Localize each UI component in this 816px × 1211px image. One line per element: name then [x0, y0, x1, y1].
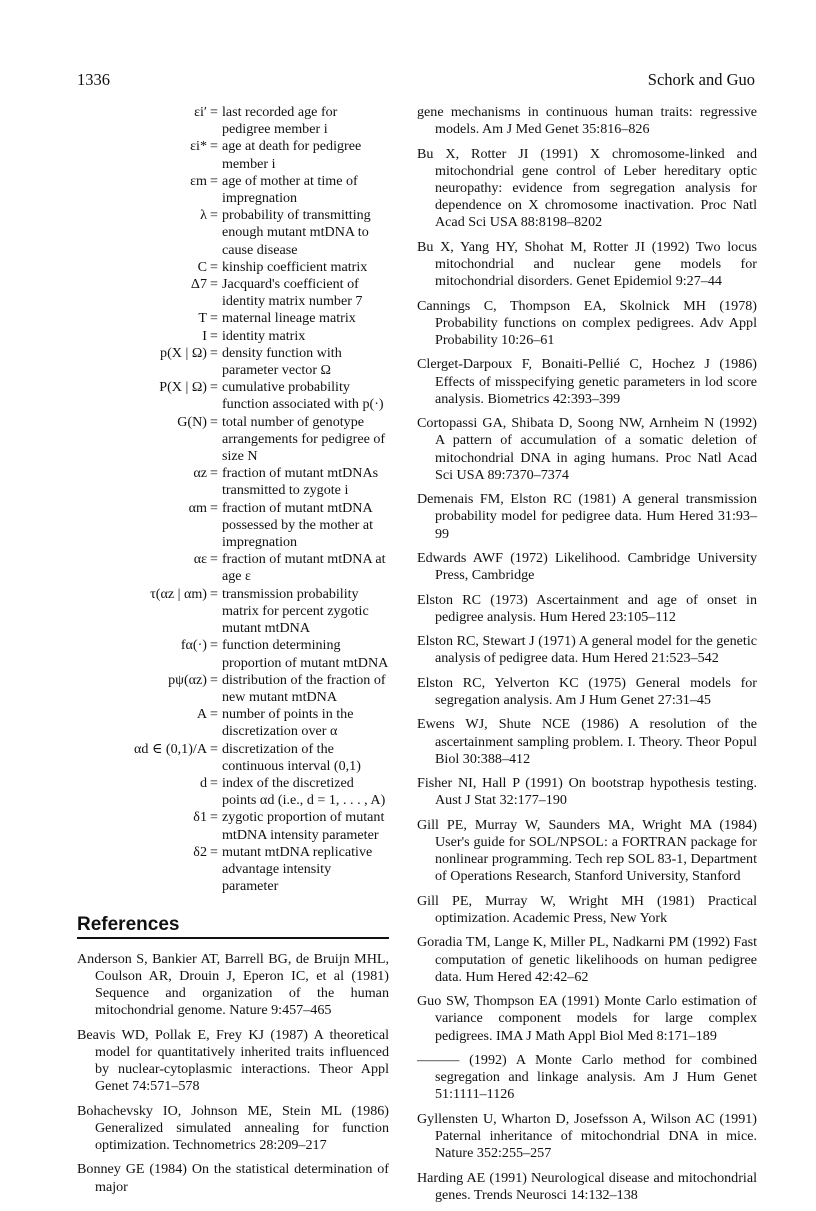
symbol-list: [77, 104, 389, 895]
symbol-row: [77, 104, 389, 138]
symbol-term: δ2: [193, 843, 207, 860]
symbol-row: [77, 328, 389, 345]
symbol-row: [77, 173, 389, 207]
reference-entry: Gill PE, Murray W, Wright MH (1981) Practical optimization. Academic Press, New York: [417, 892, 757, 926]
equals-sign: =: [210, 465, 218, 482]
symbol-definition: function determining proportion of mutant mtDNA: [221, 637, 389, 671]
equals-sign: =: [210, 344, 218, 361]
equals-sign: =: [210, 310, 218, 327]
symbol-row: [77, 138, 389, 172]
symbol-term: A: [196, 706, 207, 723]
symbol-term: Δ7: [190, 276, 207, 293]
reference-entry: Demenais FM, Elston RC (1981) A general transmission probability model for pedigree data. Hum Hered 31:93–99: [417, 491, 757, 542]
symbol-definition: identity matrix: [221, 327, 306, 344]
symbol-row: [77, 706, 389, 740]
symbol-row: [77, 741, 389, 775]
symbol-term: d: [199, 774, 207, 791]
symbol-term: εi′: [194, 104, 207, 120]
symbol-term: P(X | Ω): [159, 379, 207, 396]
symbol-definition: mutant mtDNA replicative advantage intensity parameter: [221, 843, 373, 895]
symbol-term: αm: [188, 499, 207, 516]
equals-sign: =: [210, 809, 218, 826]
symbol-row: [77, 345, 389, 379]
equals-sign: =: [210, 172, 218, 189]
symbol-definition: fraction of mutant mtDNA possessed by the mother at impregnation: [221, 499, 374, 551]
symbol-definition: transmission probability matrix for percent zygotic mutant mtDNA: [221, 585, 369, 637]
left-column: [77, 104, 389, 1203]
reference-entry: Goradia TM, Lange K, Miller PL, Nadkarni PM (1992) Fast computation of genetic likelihoods on human pedigree data. Hum Hered 42:42–62: [417, 934, 757, 985]
symbol-row: [77, 207, 389, 259]
reference-entry: Gill PE, Murray W, Saunders MA, Wright MA (1984) User's guide for SOL/NPSOL: a FORTRAN package for nonlinear programming. Tech rep SOL 83-1, Department of Operations Research, Stanford University, Stanford: [417, 816, 757, 885]
equals-sign: =: [210, 104, 218, 120]
equals-sign: =: [210, 671, 218, 688]
symbol-row: [77, 672, 389, 706]
equals-sign: =: [210, 207, 218, 224]
references-heading: References: [77, 914, 180, 936]
symbol-term: αd ∈ (0,1)/A: [133, 740, 207, 757]
symbol-definition: distribution of the fraction of new mutant mtDNA: [221, 671, 386, 705]
symbol-term: εi*: [190, 138, 207, 155]
symbol-definition: fraction of mutant mtDNAs transmitted to zygote i: [221, 465, 379, 499]
symbol-row: [77, 379, 389, 413]
reference-entry: Fisher NI, Hall P (1991) On bootstrap hypothesis testing. Aust J Stat 32:177–190: [417, 775, 757, 809]
symbol-term: δ1: [193, 809, 207, 826]
page-number: 1336: [77, 70, 110, 89]
symbol-row: [77, 637, 389, 671]
reference-entry: Elston RC, Yelverton KC (1975) General models for segregation analysis. Am J Hum Genet 27:31–45: [417, 674, 757, 708]
symbol-definition: discretization of the continuous interval (0,1): [221, 740, 361, 774]
equals-sign: =: [210, 276, 218, 293]
equals-sign: =: [210, 413, 218, 430]
running-title: Schork and Guo: [647, 70, 755, 89]
symbol-term: λ: [200, 207, 207, 224]
reference-entry: Harding AE (1991) Neurological disease and mitochondrial genes. Trends Neurosci 14:132–138: [417, 1169, 757, 1203]
symbol-definition: number of points in the discretization over α: [221, 706, 354, 740]
symbol-definition: last recorded age for pedigree member i: [221, 104, 338, 138]
equals-sign: =: [210, 551, 218, 568]
equals-sign: =: [210, 258, 218, 275]
symbol-definition: index of the discretized points αd (i.e., d = 1, . . . , A): [221, 774, 386, 809]
equals-sign: =: [210, 774, 218, 791]
reference-entry: Bu X, Rotter JI (1991) X chromosome-linked and mitochondrial gene control of Leber hereditary optic neuropathy: evidence from segregation analysis for dependence on X chromosome inactivation. Proc Natl Acad Sci USA 88:8198–8202: [417, 145, 757, 231]
reference-entry: gene mechanisms in continuous human traits: regressive models. Am J Med Genet 35:816–826: [417, 104, 757, 138]
symbol-term: G(N): [177, 413, 207, 430]
symbol-definition: probability of transmitting enough mutant mtDNA to cause disease: [221, 207, 371, 258]
reference-entry: Bonney GE (1984) On the statistical determination of major: [77, 1161, 389, 1195]
reference-entry: Bohachevsky IO, Johnson ME, Stein ML (1986) Generalized simulated annealing for function optimization. Technometrics 28:209–217: [77, 1102, 389, 1153]
reference-entry: Beavis WD, Pollak E, Frey KJ (1987) A theoretical model for quantitatively inherited traits influenced by nuclear-cytoplasmic interactions. Theor Appl Genet 74:571–578: [77, 1026, 389, 1095]
symbol-definition: density function with parameter vector Ω: [221, 344, 342, 379]
symbol-row: [77, 310, 389, 327]
symbol-term: αz: [193, 465, 207, 482]
symbol-term: τ(αz | αm): [150, 585, 207, 602]
symbol-definition: total number of genotype arrangements for pedigree of size N: [221, 413, 386, 465]
symbol-definition: kinship coefficient matrix: [221, 258, 368, 275]
reference-entry: Edwards AWF (1972) Likelihood. Cambridge University Press, Cambridge: [417, 549, 757, 584]
symbol-row: [77, 276, 389, 310]
symbol-definition: Jacquard's coefficient of identity matrix number 7: [221, 276, 363, 310]
equals-sign: =: [210, 585, 218, 602]
symbol-row: [77, 414, 389, 466]
symbol-definition: age of mother at time of impregnation: [221, 172, 358, 207]
reference-entry: ——— (1992) A Monte Carlo method for combined segregation and linkage analysis. Am J Hum Genet 51:1111–1126: [417, 1051, 757, 1103]
equals-sign: =: [210, 499, 218, 516]
reference-entry: Clerget-Darpoux F, Bonaiti-Pellié C, Hochez J (1986) Effects of misspecifying genetic parameters in lod score analysis. Biometrics 42:393–399: [417, 356, 757, 407]
symbol-term: C: [197, 258, 207, 275]
symbol-definition: cumulative probability function associated with p(·): [221, 379, 384, 413]
symbol-row: [77, 809, 389, 843]
symbol-row: [77, 465, 389, 499]
equals-sign: =: [210, 706, 218, 723]
equals-sign: =: [210, 379, 218, 396]
reference-list-right: [417, 104, 757, 1204]
reference-list-left: [77, 951, 389, 1196]
references-rule: [77, 937, 389, 939]
equals-sign: =: [210, 138, 218, 155]
reference-entry: Guo SW, Thompson EA (1991) Monte Carlo estimation of variance component models for large complex pedigrees. IMA J Math Appl Biol Med 8:171–189: [417, 993, 757, 1044]
symbol-row: [77, 844, 389, 896]
equals-sign: =: [210, 637, 218, 654]
symbol-definition: zygotic proportion of mutant mtDNA intensity parameter: [221, 809, 385, 843]
reference-entry: Elston RC (1973) Ascertainment and age of onset in pedigree analysis. Hum Hered 23:105–112: [417, 591, 757, 625]
reference-entry: Bu X, Yang HY, Shohat M, Rotter JI (1992) Two locus mitochondrial and nuclear gene models for mitochondrial disorders. Genet Epidemiol 9:27–44: [417, 238, 757, 290]
equals-sign: =: [210, 740, 218, 757]
symbol-row: [77, 775, 389, 809]
symbol-row: [77, 259, 389, 276]
symbol-row: [77, 551, 389, 585]
symbol-definition: maternal lineage matrix: [221, 310, 356, 327]
symbol-term: pψ(αz): [168, 671, 207, 688]
reference-entry: Anderson S, Bankier AT, Barrell BG, de Bruijn MHL, Coulson AR, Drouin J, Eperon IC, et al (1981) Sequence and organization of the human mitochondrial genome. Nature 9:457–465: [77, 950, 389, 1019]
reference-entry: Elston RC, Stewart J (1971) A general model for the genetic analysis of pedigree data. Hum Hered 21:523–542: [417, 633, 757, 667]
symbol-row: [77, 586, 389, 638]
symbol-term: εm: [190, 172, 207, 189]
symbol-term: p(X | Ω): [160, 344, 207, 361]
equals-sign: =: [210, 327, 218, 344]
reference-entry: Gyllensten U, Wharton D, Josefsson A, Wilson AC (1991) Paternal inheritance of mitochondrial DNA in mice. Nature 352:255–257: [417, 1110, 757, 1162]
reference-entry: Ewens WJ, Shute NCE (1986) A resolution of the ascertainment sampling problem. I. Theory. Theor Popul Biol 30:388–412: [417, 716, 757, 767]
reference-entry: Cannings C, Thompson EA, Skolnick MH (1978) Probability functions on complex pedigrees. Adv Appl Probability 10:26–61: [417, 297, 757, 348]
symbol-term: T: [198, 310, 207, 327]
right-column: [417, 104, 757, 1211]
symbol-row: [77, 500, 389, 552]
symbol-definition: fraction of mutant mtDNA at age ε: [221, 551, 386, 585]
symbol-definition: age at death for pedigree member i: [221, 138, 362, 172]
symbol-term: αε: [193, 551, 207, 568]
symbol-term: I: [202, 327, 207, 344]
reference-entry: Cortopassi GA, Shibata D, Soong NW, Arnheim N (1992) A pattern of accumulation of a somatic deletion of mitochondrial DNA in aging humans. Proc Natl Acad Sci USA 89:7370–7374: [417, 415, 757, 483]
equals-sign: =: [210, 843, 218, 860]
symbol-term: fα(·): [180, 637, 207, 654]
